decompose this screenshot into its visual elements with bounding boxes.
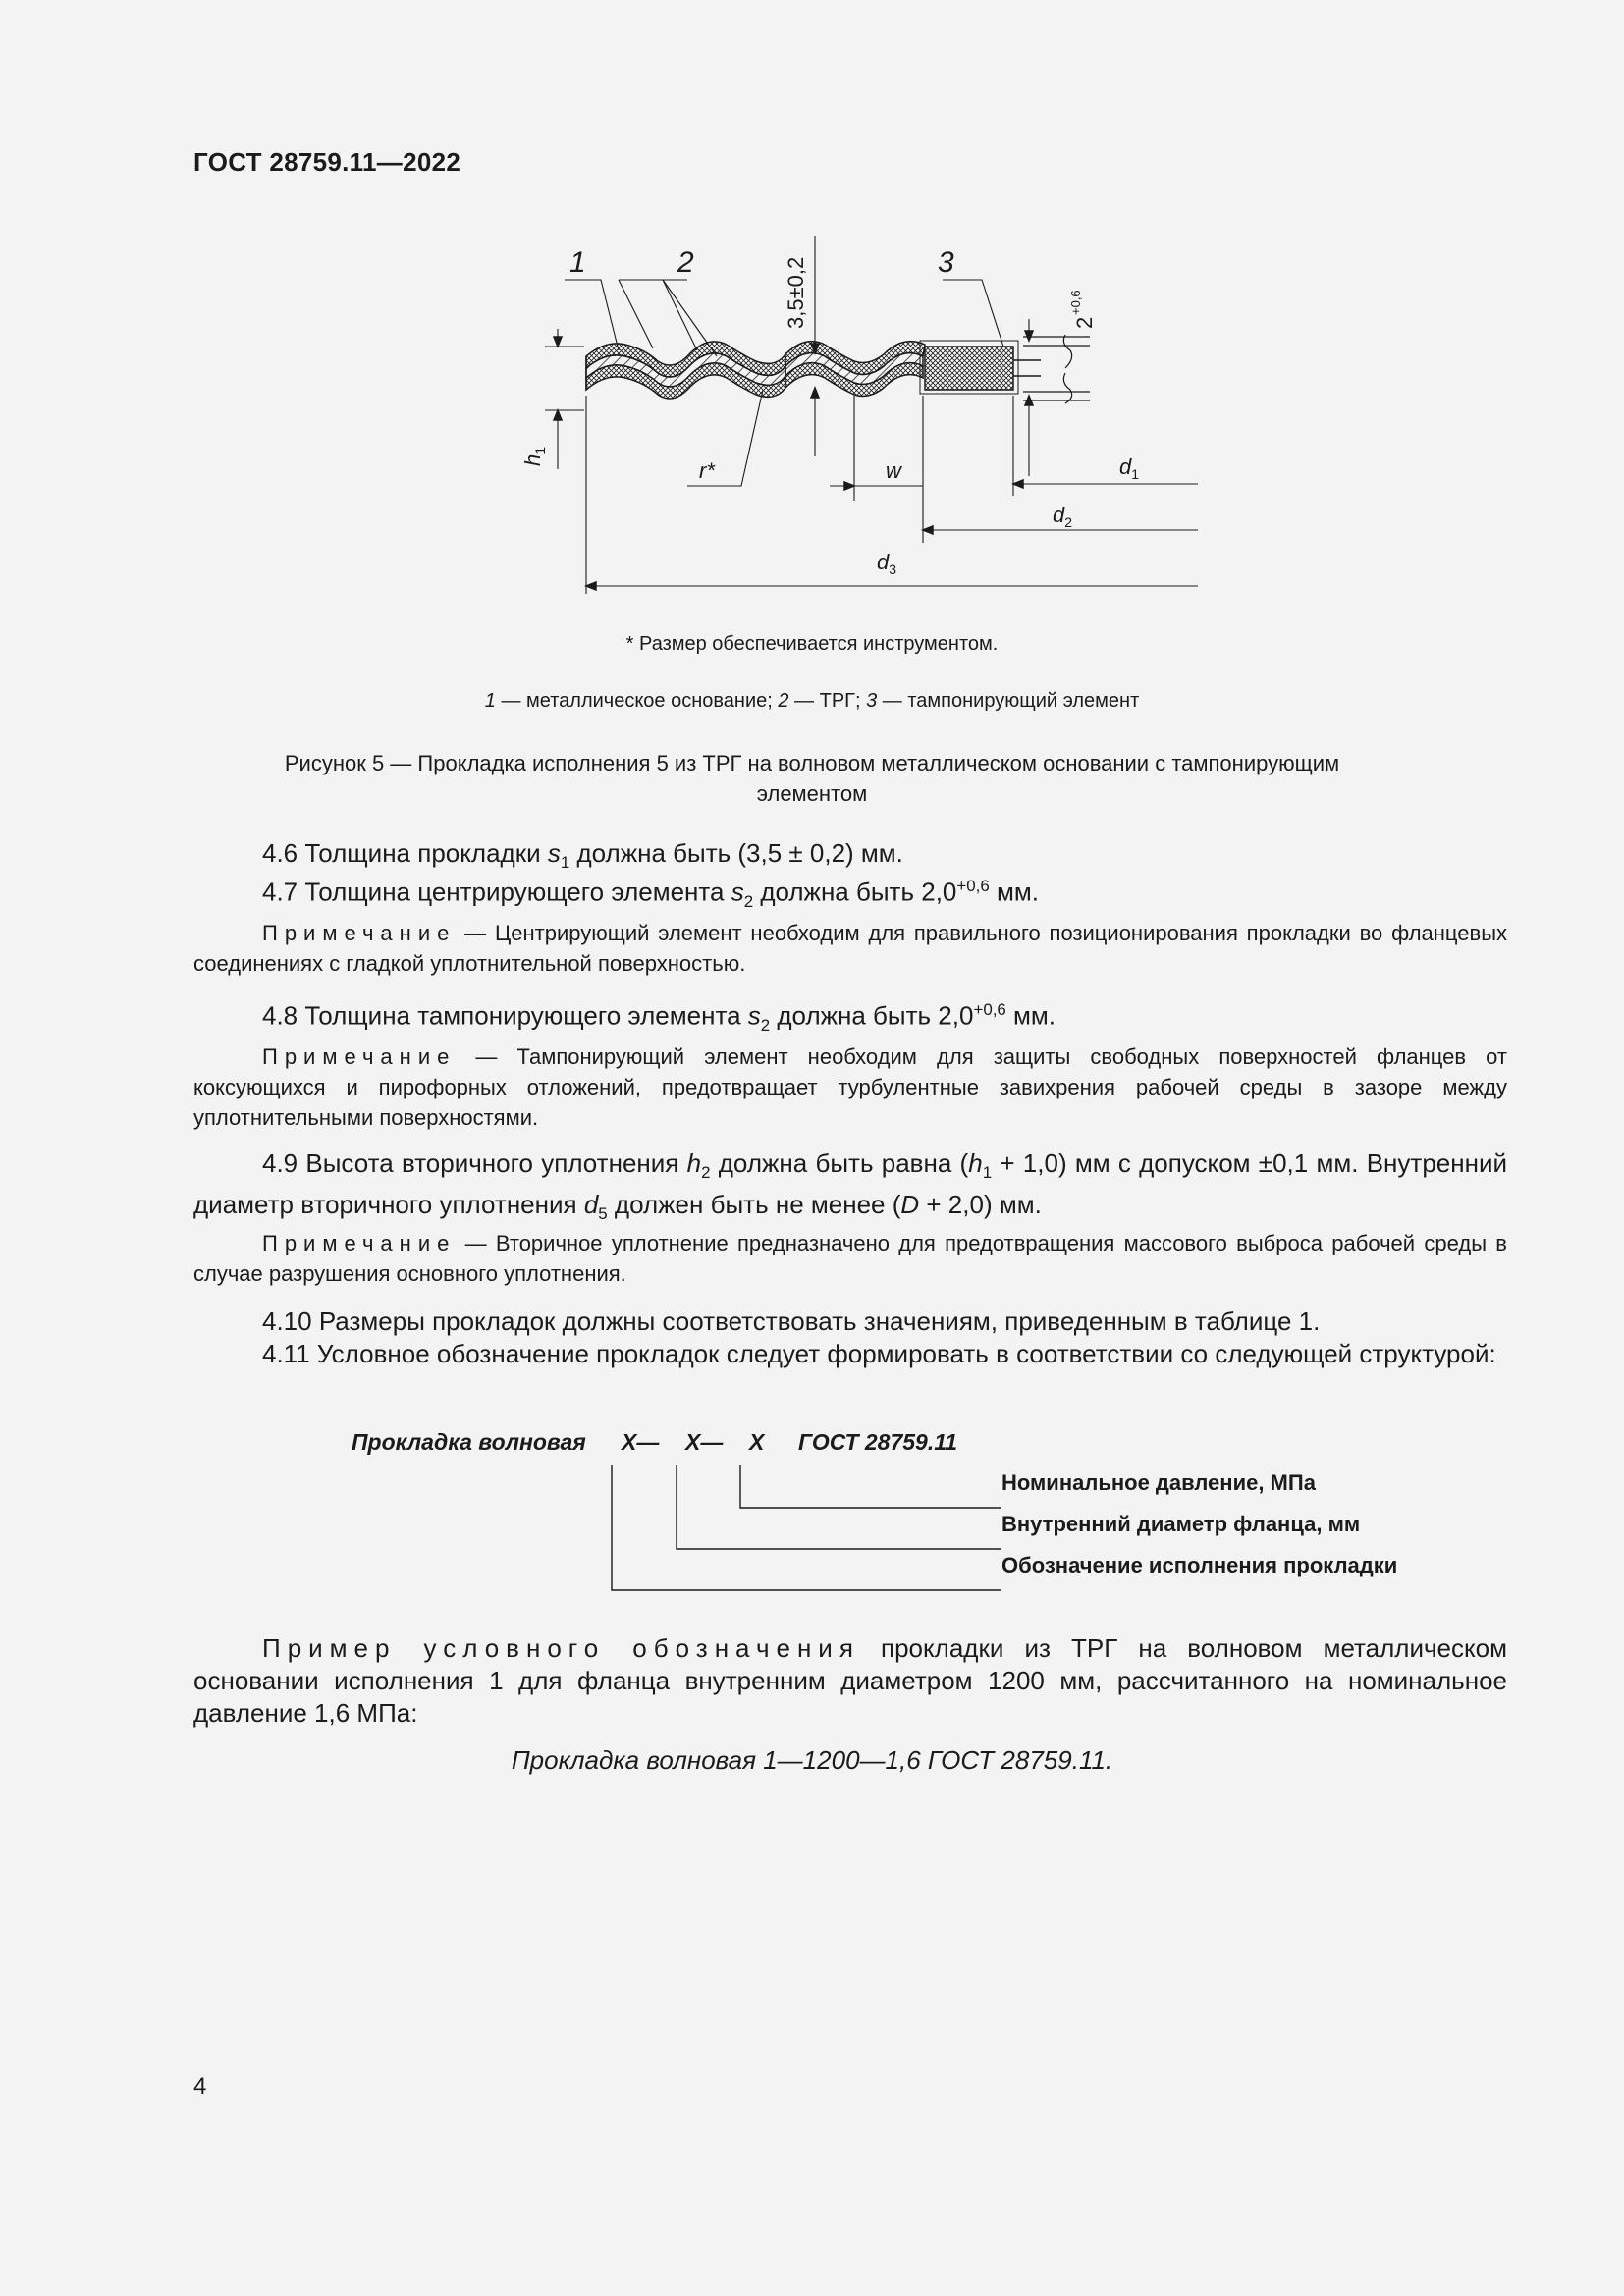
note-tamponing: Примечание — Тампонирующий элемент необходим для защиты свободных поверхностей фланцев от коксующихся и пирофорных отложений, предотвращает турбулентные завихрения рабочей среды в зазоре между уплотнительными поверхностями. (193, 1044, 1507, 1130)
label-2: 2 (677, 246, 694, 279)
label-1: 1 (569, 246, 586, 279)
example-paragraph: Пример условного обозначения прокладки из ТРГ на волновом металлическом основании исполнения 1 для фланца внутренним диаметром 1200 мм, рассчитанного на номинальное давление 1,6 МПа: (193, 1633, 1508, 1728)
label-3: 3 (938, 246, 954, 279)
dim-h-sub: 1 (532, 446, 548, 454)
clause-4-11: 4.11 Условное обозначение прокладок следует формировать в соответствии со следующей структурой: (262, 1339, 1496, 1368)
dim-r: r* (699, 458, 715, 483)
structure-x3: X (749, 1429, 765, 1455)
dim-d3-sub: 3 (889, 561, 897, 577)
legend-version: Обозначение исполнения прокладки (1001, 1553, 1398, 1577)
structure-x2: X— (685, 1429, 724, 1455)
dim-d1-sub: 1 (1131, 466, 1140, 482)
dim-h: h (520, 454, 545, 466)
dim-d2: d (1053, 503, 1065, 527)
page-number: 4 (193, 2073, 207, 2100)
dim-d3: d (877, 550, 890, 574)
dim-w: w (886, 458, 901, 483)
svg-text:d1 (1119, 454, 1139, 482)
clause-4-6: 4.6 Толщина прокладки $s_1$ должна быть (3,5 ± 0,2) мм. (262, 838, 903, 873)
figure-legend: 1 — металлическое основание; 2 — ТРГ; 3 — тампонирующий элемент (484, 690, 1140, 712)
clause-4-7: 4.7 Толщина центрирующего элемента $s_2$ должна быть $2,0^{+0,6}$ мм. (262, 877, 1039, 911)
dim-thickness: 3,5±0,2 (784, 256, 808, 329)
figure-caption: Рисунок 5 — Прокладка исполнения 5 из ТРГ на волновом металлическом основании с тампонирующим элементом (284, 751, 1340, 806)
structure-x1: X— (622, 1429, 660, 1455)
designation-structure (349, 1423, 1429, 1610)
svg-text:h1 (520, 447, 548, 466)
dim-d2-sub: 2 (1064, 514, 1073, 530)
clause-4-9: 4.9 Высота вторичного уплотнения $h_2$ должна быть равна $(h_1 + 1,0)$ мм с допуском ±0,1 мм. Внутренний диаметр вторичного уплотнения $d_5$ должен быть не менее (D + 2,0) мм. (193, 1148, 1507, 1224)
clause-4-10: 4.10 Размеры прокладок должны соответствовать значениям, приведенным в таблице 1. (262, 1307, 1321, 1336)
example-designation: Прокладка волновая 1—1200—1,6 ГОСТ 28759.11. (511, 1745, 1113, 1775)
svg-text:d3 (877, 550, 896, 577)
structure-std: ГОСТ 28759.11 (798, 1429, 958, 1455)
structure-name: Прокладка волновая (352, 1429, 586, 1455)
dim-d1: d (1119, 454, 1132, 479)
document-header: ГОСТ 28759.11—2022 (193, 147, 461, 177)
dim-centering: 2 (1072, 316, 1097, 329)
figure-footnote: * Размер обеспечивается инструментом. (625, 633, 999, 655)
clause-4-8: 4.8 Толщина тампонирующего элемента $s_2$ должна быть $2,0^{+0,6}$ мм. (262, 1000, 1056, 1035)
dim-centering-tol: +0,6 (1068, 290, 1083, 315)
note-centering: Примечание — Центрирующий элемент необходим для правильного позиционирования прокладки во фланцевых соединениях с гладкой уплотнительной поверхностью. (193, 921, 1507, 976)
gasket-drawing (491, 231, 1237, 623)
svg-text:d2 (1053, 503, 1072, 530)
note-secondary-seal: Примечание — Вторичное уплотнение предназначено для предотвращения массового выброса рабочей среды в случае разрушения основного уплотнения. (193, 1231, 1507, 1286)
legend-diameter: Внутренний диаметр фланца, мм (1001, 1512, 1361, 1536)
legend-pressure: Номинальное давление, МПа (1001, 1470, 1316, 1495)
tamponing-element (925, 347, 1013, 390)
